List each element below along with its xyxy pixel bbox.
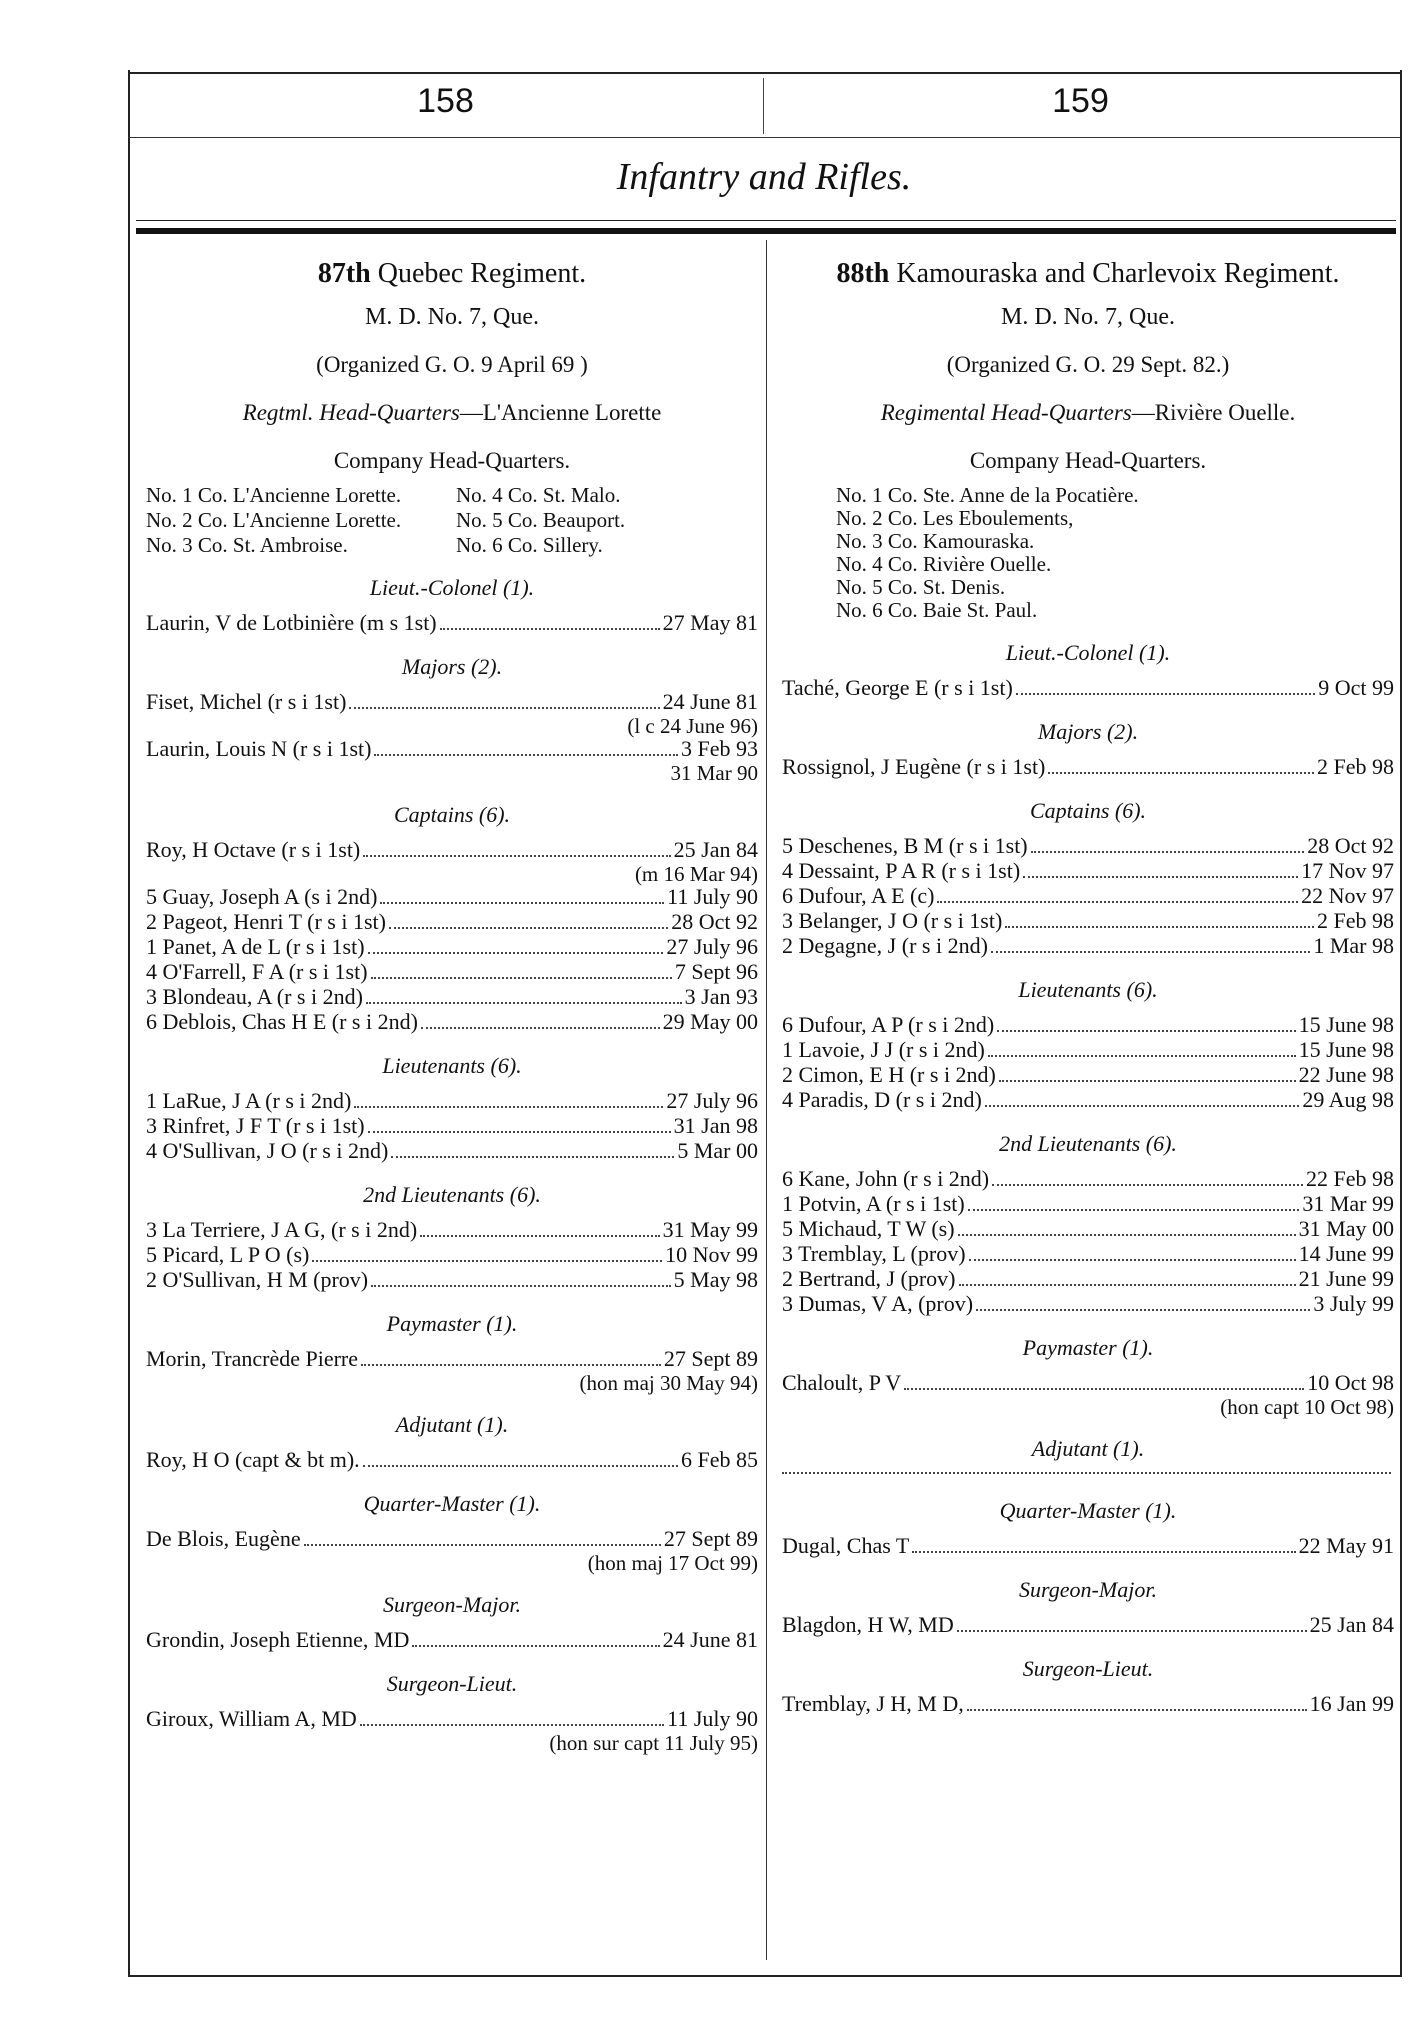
entry-note — [146, 715, 758, 737]
leader-dots — [371, 1285, 671, 1287]
commission-date: 31 May 99 — [662, 1217, 758, 1242]
officer-name: 6 Deblois, Chas H E (r s i 2nd) — [146, 1009, 418, 1034]
captains-entry — [782, 934, 1394, 959]
company-hq-title: Company Head-Quarters. — [333, 448, 571, 473]
commission-date: 11 July 90 — [667, 1706, 758, 1731]
commission-date: 24 June 81 — [662, 1627, 758, 1652]
leader-dots — [969, 1259, 1296, 1261]
majors-entry — [146, 690, 758, 715]
leader-dots — [1048, 772, 1314, 774]
adjutant-entry — [146, 1448, 758, 1473]
surgeon-lieut-entry — [782, 1692, 1394, 1717]
captains-entry — [146, 1010, 758, 1035]
officer-name: 3 Dumas, V A, (prov) — [782, 1291, 974, 1316]
commission-date: 27 Sept 89 — [663, 1526, 758, 1551]
lieut-colonel-heading: Lieut.-Colonel (1). — [1005, 640, 1171, 665]
officer-name: 5 Michaud, T W (s) — [782, 1216, 955, 1241]
page-number-bar — [128, 78, 1400, 136]
officer-name: 4 Dessaint, P A R (r s i 1st) — [782, 858, 1021, 883]
commission-date: 10 Oct 98 — [1307, 1370, 1394, 1395]
leader-dots — [354, 1106, 663, 1108]
leader-dots — [992, 1184, 1303, 1186]
leader-dots — [937, 901, 1298, 903]
commission-date: 3 Feb 93 — [681, 736, 758, 761]
leader-dots — [958, 1234, 1296, 1236]
second-lieutenants-entry — [782, 1292, 1394, 1317]
company-item: No. 4 Co. St. Malo. — [456, 483, 621, 507]
entry-note — [782, 1396, 1394, 1418]
company-item: No. 6 Co. Sillery. — [456, 533, 603, 557]
commission-date: 17 Nov 97 — [1301, 858, 1394, 883]
commission-date: 31 May 00 — [1298, 1216, 1394, 1241]
regiment-number: 88th — [836, 258, 890, 289]
officer-name: 2 Degagne, J (r s i 2nd) — [782, 933, 988, 958]
commission-date: 31 Mar 99 — [1302, 1191, 1394, 1216]
leader-dots — [904, 1388, 1304, 1390]
lieutenants-entry — [146, 1114, 758, 1139]
officer-name: Laurin, Louis N (r s i 1st) — [146, 736, 372, 761]
second-lieutenants-entry — [782, 1192, 1394, 1217]
second-lieutenants-heading: 2nd Lieutenants (6). — [363, 1182, 541, 1207]
officer-name: Roy, H Octave (r s i 1st) — [146, 837, 361, 862]
second-lieutenants-entry — [146, 1268, 758, 1293]
leader-dots — [312, 1260, 662, 1262]
second-lieutenants-entry — [146, 1243, 758, 1268]
entry-note — [146, 863, 758, 885]
captains-entry — [146, 885, 758, 910]
company-item: No. 1 Co. L'Ancienne Lorette. — [146, 483, 402, 507]
surgeon-major-entry — [782, 1613, 1394, 1638]
leader-dots — [412, 1645, 659, 1647]
left-column — [146, 258, 758, 1754]
leader-dots — [380, 902, 664, 904]
officer-name: 5 Picard, L P O (s) — [146, 1242, 310, 1267]
captains-heading: Captains (6). — [393, 802, 511, 827]
surgeon-major-heading: Surgeon-Major. — [1019, 1577, 1157, 1602]
commission-date: 28 Oct 92 — [1307, 833, 1394, 858]
leader-dots — [782, 1472, 1391, 1474]
commission-date: 27 July 96 — [666, 1088, 758, 1113]
commission-date: 22 June 98 — [1298, 1062, 1394, 1087]
officer-name: 1 LaRue, J A (r s i 2nd) — [146, 1088, 352, 1113]
commission-date: 22 May 91 — [1298, 1533, 1394, 1558]
majors-entry — [782, 755, 1394, 780]
commission-date: 5 Mar 00 — [677, 1138, 758, 1163]
leader-dots — [420, 1235, 660, 1237]
entry-note-text: (hon sur capt 11 July 95) — [549, 1731, 758, 1755]
left-page-number: 158 — [417, 82, 474, 120]
lieutenants-entry — [782, 1038, 1394, 1063]
right-page-number: 159 — [1052, 82, 1109, 120]
regimental-hq-place: —Rivière Ouelle. — [1131, 400, 1296, 425]
lieutenants-entry — [146, 1089, 758, 1114]
adjutant-heading: Adjutant (1). — [395, 1412, 509, 1437]
surgeon-lieut-heading: Surgeon-Lieut. — [1022, 1656, 1154, 1681]
officer-name: 2 Pageot, Henri T (r s i 1st) — [146, 909, 386, 934]
second-lieutenants-entry — [782, 1167, 1394, 1192]
entry-note — [146, 1372, 758, 1394]
officer-name: Tremblay, J H, M D, — [782, 1691, 964, 1716]
paymaster-entry — [146, 1347, 758, 1372]
company-item: No. 5 Co. Beauport. — [456, 508, 626, 532]
second-lieutenants-entry — [146, 1218, 758, 1243]
officer-name: 4 O'Sullivan, J O (r s i 2nd) — [146, 1138, 389, 1163]
entry-note-text: (hon maj 17 Oct 99) — [587, 1551, 758, 1575]
officer-name: 3 Rinfret, J F T (r s i 1st) — [146, 1113, 365, 1138]
officer-name: Grondin, Joseph Etienne, MD — [146, 1627, 410, 1652]
officer-name: 5 Deschenes, B M (r s i 1st) — [782, 833, 1028, 858]
officer-name: Laurin, V de Lotbinière (m s 1st) — [146, 610, 437, 635]
company-items — [836, 484, 1394, 622]
commission-date: 7 Sept 96 — [674, 959, 758, 984]
officer-name: De Blois, Eugène — [146, 1526, 301, 1551]
paymaster-heading: Paymaster (1). — [1022, 1335, 1154, 1360]
majors-heading: Majors (2). — [401, 654, 503, 679]
officer-name: 3 La Terriere, J A G, (r s i 2nd) — [146, 1217, 418, 1242]
lieutenants-entry — [782, 1013, 1394, 1038]
officer-name: Chaloult, P V — [782, 1370, 902, 1395]
lieut-colonel-entry — [146, 611, 758, 636]
surgeon-lieut-entry — [146, 1707, 758, 1732]
leader-dots — [997, 1030, 1295, 1032]
company-hq-title: Company Head-Quarters. — [969, 448, 1207, 473]
commission-date: 14 June 99 — [1298, 1241, 1394, 1266]
column-divider — [766, 240, 767, 1960]
paymaster-heading: Paymaster (1). — [386, 1311, 518, 1336]
commission-date: 11 July 90 — [667, 884, 758, 909]
commission-date: 6 Feb 85 — [681, 1447, 758, 1472]
leader-dots — [366, 1002, 682, 1004]
commission-date: 31 Jan 98 — [673, 1113, 758, 1138]
commission-date: 3 July 99 — [1313, 1291, 1394, 1316]
regiment-name: Quebec Regiment. — [377, 258, 587, 289]
officer-name: 2 Bertrand, J (prov) — [782, 1266, 956, 1291]
military-district: M. D. No. 7, Que. — [365, 304, 539, 330]
leader-dots — [988, 1055, 1296, 1057]
commission-date: 22 Nov 97 — [1301, 883, 1394, 908]
entry-note — [146, 1732, 758, 1754]
commission-date: 15 June 98 — [1298, 1012, 1394, 1037]
leader-dots — [957, 1630, 1307, 1632]
leader-dots — [440, 628, 660, 630]
officer-name: 2 O'Sullivan, H M (prov) — [146, 1267, 369, 1292]
lieutenants-heading: Lieutenants (6). — [1018, 977, 1158, 1002]
officer-name: Dugal, Chas T — [782, 1533, 910, 1558]
leader-dots — [1031, 851, 1305, 853]
leader-dots — [304, 1544, 661, 1546]
regimental-hq-label: Regimental Head-Quarters — [880, 400, 1132, 425]
company-grid — [146, 484, 758, 557]
quarter-master-entry — [782, 1534, 1394, 1559]
entry-note-text: 31 Mar 90 — [670, 761, 758, 785]
officer-name: 3 Tremblay, L (prov) — [782, 1241, 966, 1266]
entry-note-text: (hon maj 30 May 94) — [579, 1371, 758, 1395]
commission-date: 25 Jan 84 — [673, 837, 758, 862]
officer-name: 5 Guay, Joseph A (s i 2nd) — [146, 884, 378, 909]
quarter-master-heading: Quarter-Master (1). — [363, 1491, 541, 1516]
commission-date: 5 May 98 — [673, 1267, 758, 1292]
officer-name: 4 O'Farrell, F A (r s i 1st) — [146, 959, 368, 984]
officer-name: 4 Paradis, D (r s i 2nd) — [782, 1087, 982, 1112]
regiment-title — [782, 258, 1394, 290]
officer-name: 3 Blondeau, A (r s i 2nd) — [146, 984, 363, 1009]
leader-dots — [368, 952, 664, 954]
military-district: M. D. No. 7, Que. — [1001, 304, 1175, 330]
company-item: No. 4 Co. Rivière Ouelle. — [836, 552, 1052, 576]
commission-date: 2 Feb 98 — [1317, 908, 1394, 933]
company-list — [146, 484, 758, 557]
commission-date: 22 Feb 98 — [1306, 1166, 1394, 1191]
surgeon-lieut-heading: Surgeon-Lieut. — [386, 1671, 518, 1696]
officer-name: 6 Dufour, A E (c) — [782, 883, 935, 908]
second-lieutenants-entry — [782, 1242, 1394, 1267]
majors-entry — [146, 737, 758, 762]
leader-dots — [1005, 926, 1314, 928]
surgeon-major-heading: Surgeon-Major. — [383, 1592, 521, 1617]
company-item: No. 5 Co. St. Denis. — [836, 575, 1006, 599]
commission-date: 25 Jan 84 — [1309, 1612, 1394, 1637]
officer-name: 1 Potvin, A (r s i 1st) — [782, 1191, 965, 1216]
officer-name: 3 Belanger, J O (r s i 1st) — [782, 908, 1003, 933]
company-item: No. 3 Co. St. Ambroise. — [146, 533, 348, 557]
officer-name: 1 Panet, A de L (r s i 1st) — [146, 934, 365, 959]
leader-dots — [999, 1080, 1296, 1082]
leader-dots — [959, 1284, 1296, 1286]
commission-date: 27 May 81 — [662, 610, 758, 635]
officer-name: 1 Lavoie, J J (r s i 2nd) — [782, 1037, 985, 1062]
leader-dots — [1023, 876, 1298, 878]
leader-dots — [389, 927, 668, 929]
entry-note-text: (l c 24 June 96) — [627, 714, 758, 738]
second-lieutenants-entry — [782, 1267, 1394, 1292]
captains-heading: Captains (6). — [1029, 798, 1147, 823]
regimental-hq-place: —L'Ancienne Lorette — [459, 400, 662, 425]
company-item: No. 3 Co. Kamouraska. — [836, 529, 1035, 553]
lieutenants-heading: Lieutenants (6). — [382, 1053, 522, 1078]
officer-name: Blagdon, H W, MD — [782, 1612, 954, 1637]
company-item: No. 6 Co. Baie St. Paul. — [836, 598, 1038, 622]
organized-note: (Organized G. O. 29 Sept. 82.) — [946, 352, 1230, 377]
regimental-hq-label: Regtml. Head-Quarters — [242, 400, 460, 425]
leader-dots — [421, 1027, 660, 1029]
commission-date: 27 July 96 — [666, 934, 758, 959]
lieut-colonel-heading: Lieut.-Colonel (1). — [369, 575, 535, 600]
commission-date: 3 Jan 93 — [684, 984, 758, 1009]
adjutant-heading: Adjutant (1). — [1031, 1436, 1145, 1461]
regimental-hq — [146, 400, 758, 426]
commission-date: 10 Nov 99 — [665, 1242, 758, 1267]
leader-dots — [349, 707, 659, 709]
leader-dots — [991, 951, 1310, 953]
regiment-number: 87th — [317, 258, 371, 289]
lieutenants-entry — [782, 1088, 1394, 1113]
entry-note — [146, 1552, 758, 1574]
commission-date: 29 Aug 98 — [1302, 1087, 1394, 1112]
surgeon-major-entry — [146, 1628, 758, 1653]
second-lieutenants-entry — [782, 1217, 1394, 1242]
commission-date: 28 Oct 92 — [671, 909, 758, 934]
organized-note: (Organized G. O. 9 April 69 ) — [316, 352, 588, 377]
regiment-title — [146, 258, 758, 290]
section-title: Infantry and Rifles. — [616, 156, 912, 198]
right-column — [782, 258, 1394, 1717]
commission-date: 24 June 81 — [662, 689, 758, 714]
leader-dots — [976, 1309, 1310, 1311]
commission-date: 27 Sept 89 — [663, 1346, 758, 1371]
commission-date: 2 Feb 98 — [1317, 754, 1394, 779]
commission-date: 15 June 98 — [1298, 1037, 1394, 1062]
company-item: No. 2 Co. Les Eboulements, — [836, 506, 1074, 530]
leader-dots — [391, 1156, 674, 1158]
leader-dots — [363, 1465, 678, 1467]
regiment-name: Kamouraska and Charlevoix Regiment. — [896, 258, 1340, 289]
regimental-hq — [782, 400, 1394, 426]
leader-dots — [363, 855, 670, 857]
entry-note — [146, 762, 758, 784]
captains-entry — [146, 838, 758, 863]
captains-entry — [782, 859, 1394, 884]
majors-heading: Majors (2). — [1037, 719, 1139, 744]
quarter-master-heading: Quarter-Master (1). — [999, 1498, 1177, 1523]
leader-dots — [967, 1709, 1307, 1711]
captains-entry — [146, 910, 758, 935]
lieut-colonel-entry — [782, 676, 1394, 701]
commission-date: 21 June 99 — [1298, 1266, 1394, 1291]
title-rule-thin — [136, 220, 1396, 221]
officer-name: Rossignol, J Eugène (r s i 1st) — [782, 754, 1046, 779]
officer-name: 6 Kane, John (r s i 2nd) — [782, 1166, 990, 1191]
company-item: No. 1 Co. Ste. Anne de la Pocatière. — [836, 483, 1139, 507]
officer-name: Taché, George E (r s i 1st) — [782, 675, 1013, 700]
leader-dots — [1016, 693, 1315, 695]
entry-note-text: (hon capt 10 Oct 98) — [1220, 1395, 1394, 1419]
captains-entry — [146, 985, 758, 1010]
captains-entry — [782, 834, 1394, 859]
captains-entry — [782, 884, 1394, 909]
captains-entry — [146, 935, 758, 960]
leader-dots — [985, 1105, 1300, 1107]
entry-note-text: (m 16 Mar 94) — [634, 862, 758, 886]
title-rule-thick — [136, 228, 1396, 234]
lieutenants-entry — [146, 1139, 758, 1164]
commission-date: 29 May 00 — [662, 1009, 758, 1034]
officer-name: Giroux, William A, MD — [146, 1706, 357, 1731]
officer-name: 2 Cimon, E H (r s i 2nd) — [782, 1062, 996, 1087]
adjutant-entry — [782, 1472, 1394, 1480]
company-item: No. 2 Co. L'Ancienne Lorette. — [146, 508, 402, 532]
quarter-master-entry — [146, 1527, 758, 1552]
lieutenants-entry — [782, 1063, 1394, 1088]
second-lieutenants-heading: 2nd Lieutenants (6). — [999, 1131, 1177, 1156]
commission-date: 16 Jan 99 — [1309, 1691, 1394, 1716]
officer-name: Roy, H O (capt & bt m). — [146, 1447, 360, 1472]
officer-name: Fiset, Michel (r s i 1st) — [146, 689, 347, 714]
leader-dots — [360, 1724, 664, 1726]
commission-date: 9 Oct 99 — [1318, 675, 1394, 700]
leader-dots — [361, 1364, 661, 1366]
header-rule — [128, 137, 1400, 138]
captains-entry — [146, 960, 758, 985]
leader-dots — [912, 1551, 1295, 1553]
captains-entry — [782, 909, 1394, 934]
leader-dots — [374, 754, 678, 756]
company-list — [782, 484, 1394, 622]
leader-dots — [371, 977, 672, 979]
officer-name: Morin, Trancrède Pierre — [146, 1346, 359, 1371]
leader-dots — [368, 1131, 671, 1133]
paymaster-entry — [782, 1371, 1394, 1396]
officer-name: 6 Dufour, A P (r s i 2nd) — [782, 1012, 995, 1037]
commission-date: 1 Mar 98 — [1313, 933, 1394, 958]
leader-dots — [968, 1209, 1300, 1211]
